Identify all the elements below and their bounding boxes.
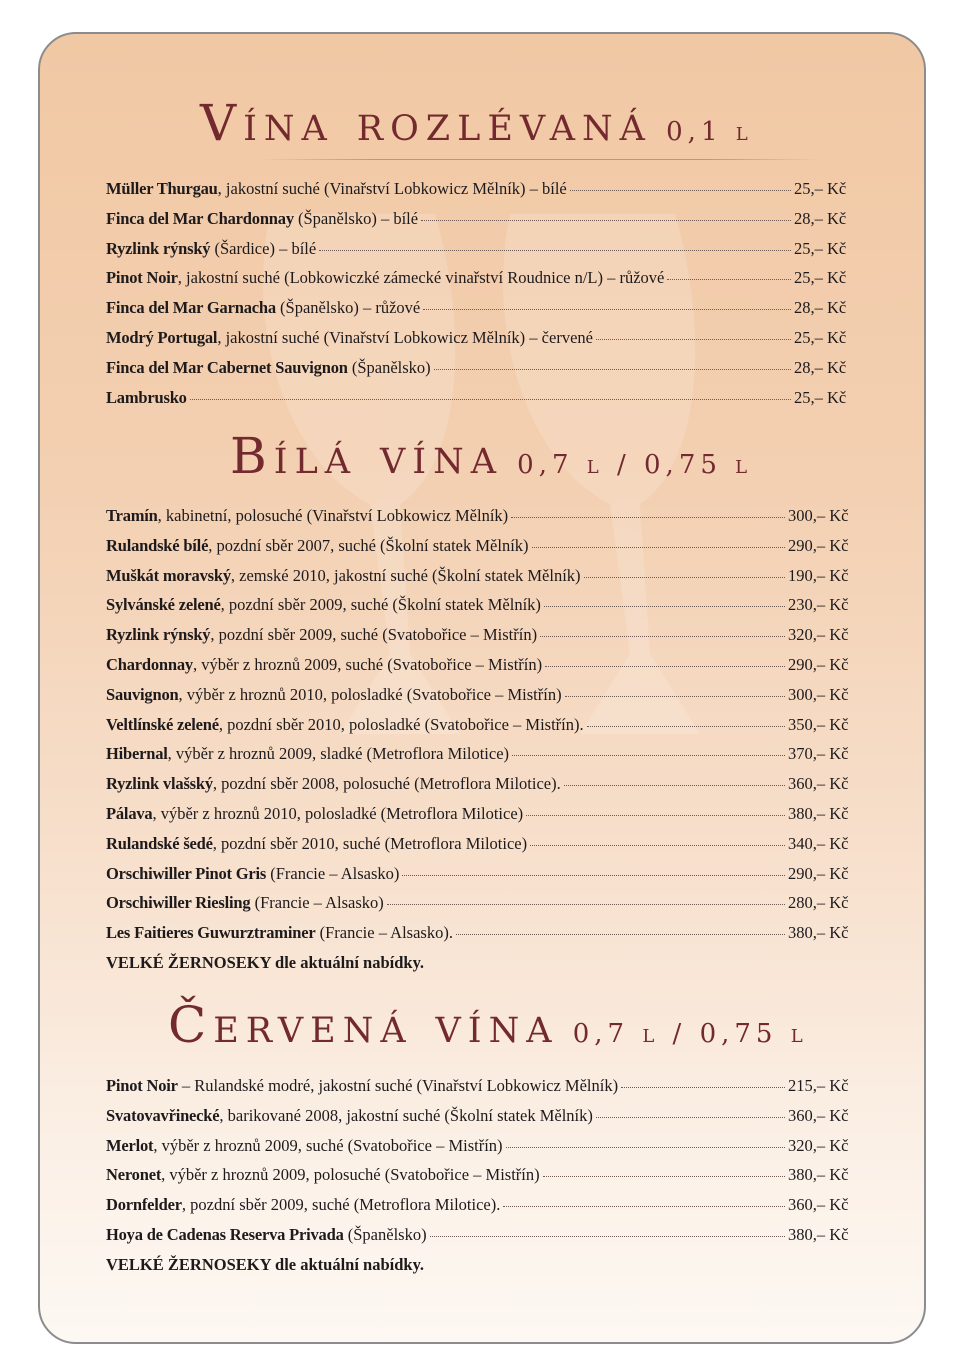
dot-leader bbox=[434, 368, 791, 370]
dot-leader bbox=[503, 1205, 785, 1207]
glass-wine-list bbox=[106, 174, 858, 412]
wine-price: 300,– Kč bbox=[788, 684, 849, 704]
wine-price: 290,– Kč bbox=[788, 863, 849, 883]
section-title-red bbox=[168, 996, 808, 1054]
wine-name: Chardonnay bbox=[106, 654, 193, 674]
wine-name: Finca del Mar Cabernet Sauvignon bbox=[106, 357, 348, 377]
wine-price: 215,– Kč bbox=[788, 1076, 849, 1095]
wine-name: Dornfelder bbox=[106, 1195, 182, 1215]
title-divider bbox=[260, 159, 820, 160]
wine-description: , výběr z hroznů 2009, suché (Svatobořice – Mistřín) bbox=[153, 1135, 503, 1155]
dot-leader bbox=[540, 635, 785, 637]
wine-name: Sauvignon bbox=[106, 684, 179, 704]
wine-name: Orschiwiller Riesling bbox=[106, 893, 251, 913]
wine-row bbox=[106, 829, 858, 859]
wine-price: 190,– Kč bbox=[788, 565, 849, 585]
section-title-white-text: Bílá vína bbox=[230, 427, 503, 485]
wine-description: , pozdní sběr 2010, polosladké (Svatobořice – Mistřín). bbox=[218, 714, 584, 734]
wine-description: , barikované 2008, jakostní suché (Školní statek Mělník) bbox=[219, 1105, 593, 1125]
wine-row bbox=[106, 1101, 858, 1131]
dot-leader bbox=[545, 665, 785, 667]
wine-name: Ryzlink rýnský bbox=[106, 238, 211, 258]
wine-row bbox=[106, 1160, 858, 1190]
white-wine-list bbox=[106, 501, 858, 948]
section-volume-glass: 0,1 l bbox=[666, 117, 753, 147]
dot-leader bbox=[621, 1086, 785, 1088]
section-title-red-text: Červená vína bbox=[168, 996, 559, 1054]
wine-price: 380,– Kč bbox=[788, 803, 849, 823]
red-wine-list bbox=[106, 1071, 858, 1250]
wine-price: 300,– Kč bbox=[788, 506, 849, 525]
wine-price: 28,– Kč bbox=[794, 208, 847, 228]
wine-description: , pozdní sběr 2007, suché (Školní statek Mělník) bbox=[208, 535, 529, 555]
wine-price: 25,– Kč bbox=[794, 327, 847, 347]
wine-name: Svatovavřinecké bbox=[106, 1105, 220, 1125]
wine-name: Orschiwiller Pinot Gris bbox=[106, 863, 267, 883]
wine-name: Ryzlink rýnský bbox=[106, 625, 211, 645]
wine-price: 25,– Kč bbox=[794, 387, 847, 407]
wine-name: Finca del Mar Garnacha bbox=[106, 298, 276, 318]
wine-row bbox=[106, 204, 858, 234]
wine-description: (Španělsko) bbox=[343, 1224, 427, 1244]
dot-leader bbox=[423, 308, 791, 310]
dot-leader bbox=[190, 398, 791, 400]
wine-row bbox=[106, 918, 858, 948]
wine-name: Neronet bbox=[106, 1165, 162, 1185]
wine-row bbox=[106, 531, 858, 561]
wine-name: Merlot bbox=[106, 1135, 154, 1155]
dot-leader bbox=[456, 933, 785, 935]
wine-price: 28,– Kč bbox=[794, 357, 847, 377]
section-title-white bbox=[230, 427, 752, 485]
wine-price: 340,– Kč bbox=[788, 833, 849, 853]
dot-leader bbox=[512, 754, 785, 756]
wine-price: 25,– Kč bbox=[794, 268, 847, 288]
dot-leader bbox=[506, 1146, 785, 1148]
wine-description: (Španělsko) bbox=[347, 357, 431, 377]
wine-row bbox=[106, 263, 858, 293]
wine-description: , pozdní sběr 2009, suché (Svatobořice – Mistřín) bbox=[210, 625, 538, 645]
wine-price: 290,– Kč bbox=[788, 654, 849, 674]
wine-price: 320,– Kč bbox=[788, 625, 849, 645]
wine-name: Pinot Noir bbox=[106, 1076, 178, 1095]
wine-description: , kabinetní, polosuché (Vinařství Lobkowicz Mělník) bbox=[157, 506, 509, 525]
wine-description: , výběr z hroznů 2009, polosuché (Svatobořice – Mistřín) bbox=[161, 1165, 540, 1185]
dot-leader bbox=[387, 903, 785, 905]
wine-row bbox=[106, 739, 858, 769]
wine-price: 320,– Kč bbox=[788, 1135, 849, 1155]
wine-row bbox=[106, 769, 858, 799]
wine-row bbox=[106, 353, 858, 383]
wine-price: 360,– Kč bbox=[788, 774, 849, 794]
wine-description: , výběr z hroznů 2009, sladké (Metroflora Milotice) bbox=[167, 744, 510, 764]
dot-leader bbox=[596, 1116, 785, 1118]
wine-description: , zemské 2010, jakostní suché (Školní statek Mělník) bbox=[230, 565, 581, 585]
wine-name: Sylvánské zelené bbox=[106, 595, 221, 615]
wine-description: (Španělsko) – bílé bbox=[293, 208, 419, 228]
wine-description: – Rulandské modré, jakostní suché (Vinařství Lobkowicz Mělník) bbox=[177, 1076, 619, 1095]
wine-price: 280,– Kč bbox=[788, 893, 849, 913]
wine-row bbox=[106, 1131, 858, 1161]
wine-description: , pozdní sběr 2009, suché (Metroflora Milotice). bbox=[181, 1195, 501, 1215]
dot-leader bbox=[430, 1235, 785, 1237]
dot-leader bbox=[570, 189, 791, 191]
wine-row bbox=[106, 799, 858, 829]
dot-leader bbox=[584, 576, 785, 578]
section-volume-red: 0,7 l / 0,75 l bbox=[572, 1019, 808, 1049]
wine-description: (Šardice) – bílé bbox=[210, 238, 317, 258]
dot-leader bbox=[544, 605, 785, 607]
wine-name: Muškát moravský bbox=[106, 565, 231, 585]
wine-row bbox=[106, 383, 858, 413]
dot-leader bbox=[319, 249, 791, 251]
wine-price: 370,– Kč bbox=[788, 744, 849, 764]
wine-price: 350,– Kč bbox=[788, 714, 849, 734]
wine-name: Rulandské šedé bbox=[106, 833, 213, 853]
wine-price: 25,– Kč bbox=[794, 238, 847, 258]
wine-price: 290,– Kč bbox=[788, 535, 849, 555]
menu-card bbox=[38, 32, 926, 1344]
wine-row bbox=[106, 561, 858, 591]
wine-description: , výběr z hroznů 2010, polosladké (Metroflora Milotice) bbox=[152, 803, 524, 823]
wine-row bbox=[106, 323, 858, 353]
wine-name: Lambrusko bbox=[106, 387, 187, 407]
wine-description: , jakostní suché (Vinařství Lobkowicz Mělník) – bílé bbox=[217, 179, 567, 198]
dot-leader bbox=[421, 219, 791, 221]
wine-name: Tramín bbox=[106, 506, 158, 525]
dot-leader bbox=[532, 546, 785, 548]
wine-row bbox=[106, 710, 858, 740]
wine-price: 380,– Kč bbox=[788, 1165, 849, 1185]
wine-price: 360,– Kč bbox=[788, 1195, 849, 1215]
dot-leader bbox=[526, 814, 785, 816]
wine-row bbox=[106, 590, 858, 620]
wine-name: Ryzlink vlašský bbox=[106, 774, 213, 794]
wine-description: , výběr z hroznů 2010, polosladké (Svatobořice – Mistřín) bbox=[178, 684, 562, 704]
dot-leader bbox=[564, 784, 785, 786]
wine-description: , jakostní suché (Vinařství Lobkowicz Mělník) – červené bbox=[217, 327, 593, 347]
wine-description: (Španělsko) – růžové bbox=[275, 298, 421, 318]
wine-name: Müller Thurgau bbox=[106, 179, 218, 198]
wine-price: 28,– Kč bbox=[794, 298, 847, 318]
wine-description: , jakostní suché (Lobkowiczké zámecké vinařství Roudnice n/L) – růžové bbox=[177, 268, 665, 288]
red-wine-note: VELKÉ ŽERNOSEKY dle aktuální nabídky. bbox=[106, 1255, 425, 1274]
dot-leader bbox=[667, 278, 791, 280]
wine-description: , pozdní sběr 2010, suché (Metroflora Milotice) bbox=[212, 833, 528, 853]
wine-price: 380,– Kč bbox=[788, 1224, 849, 1244]
wine-description: (Francie – Alsasko). bbox=[315, 923, 453, 943]
wine-price: 360,– Kč bbox=[788, 1105, 849, 1125]
wine-description: , výběr z hroznů 2009, suché (Svatobořice – Mistřín) bbox=[192, 654, 543, 674]
wine-name: Hoya de Cadenas Reserva Privada bbox=[106, 1224, 344, 1244]
wine-name: Veltlínské zelené bbox=[106, 714, 219, 734]
dot-leader bbox=[402, 874, 785, 876]
wine-name: Finca del Mar Chardonnay bbox=[106, 208, 294, 228]
wine-price: 25,– Kč bbox=[794, 179, 847, 198]
wine-row bbox=[106, 234, 858, 264]
wine-row bbox=[106, 293, 858, 323]
section-title-glass bbox=[200, 94, 753, 152]
wine-description: , pozdní sběr 2008, polosuché (Metroflora Milotice). bbox=[212, 774, 561, 794]
wine-name: Rulandské bílé bbox=[106, 535, 209, 555]
wine-price: 380,– Kč bbox=[788, 923, 849, 943]
wine-row bbox=[106, 859, 858, 889]
wine-row bbox=[106, 680, 858, 710]
dot-leader bbox=[565, 695, 785, 697]
dot-leader bbox=[530, 844, 785, 846]
dot-leader bbox=[587, 725, 785, 727]
white-wine-note: VELKÉ ŽERNOSEKY dle aktuální nabídky. bbox=[106, 953, 425, 972]
wine-description: (Francie – Alsasko) bbox=[250, 893, 384, 913]
wine-row bbox=[106, 888, 858, 918]
wine-name: Pinot Noir bbox=[106, 268, 178, 288]
wine-name: Les Faitieres Guwurztraminer bbox=[106, 923, 316, 943]
dot-leader bbox=[596, 338, 791, 340]
wine-row bbox=[106, 1220, 858, 1250]
wine-row bbox=[106, 650, 858, 680]
wine-name: Pálava bbox=[106, 803, 153, 823]
wine-description: , pozdní sběr 2009, suché (Školní statek Mělník) bbox=[220, 595, 541, 615]
wine-row bbox=[106, 1071, 858, 1101]
wine-row bbox=[106, 501, 858, 531]
wine-description: (Francie – Alsasko) bbox=[266, 863, 400, 883]
wine-name: Hibernal bbox=[106, 744, 168, 764]
section-title-glass-text: Vína rozlévaná bbox=[200, 94, 652, 152]
wine-name: Modrý Portugal bbox=[106, 327, 218, 347]
wine-row bbox=[106, 620, 858, 650]
wine-row bbox=[106, 174, 858, 204]
section-volume-white: 0,7 l / 0,75 l bbox=[517, 450, 753, 480]
wine-price: 230,– Kč bbox=[788, 595, 849, 615]
wine-row bbox=[106, 1190, 858, 1220]
dot-leader bbox=[543, 1175, 785, 1177]
dot-leader bbox=[511, 516, 785, 518]
